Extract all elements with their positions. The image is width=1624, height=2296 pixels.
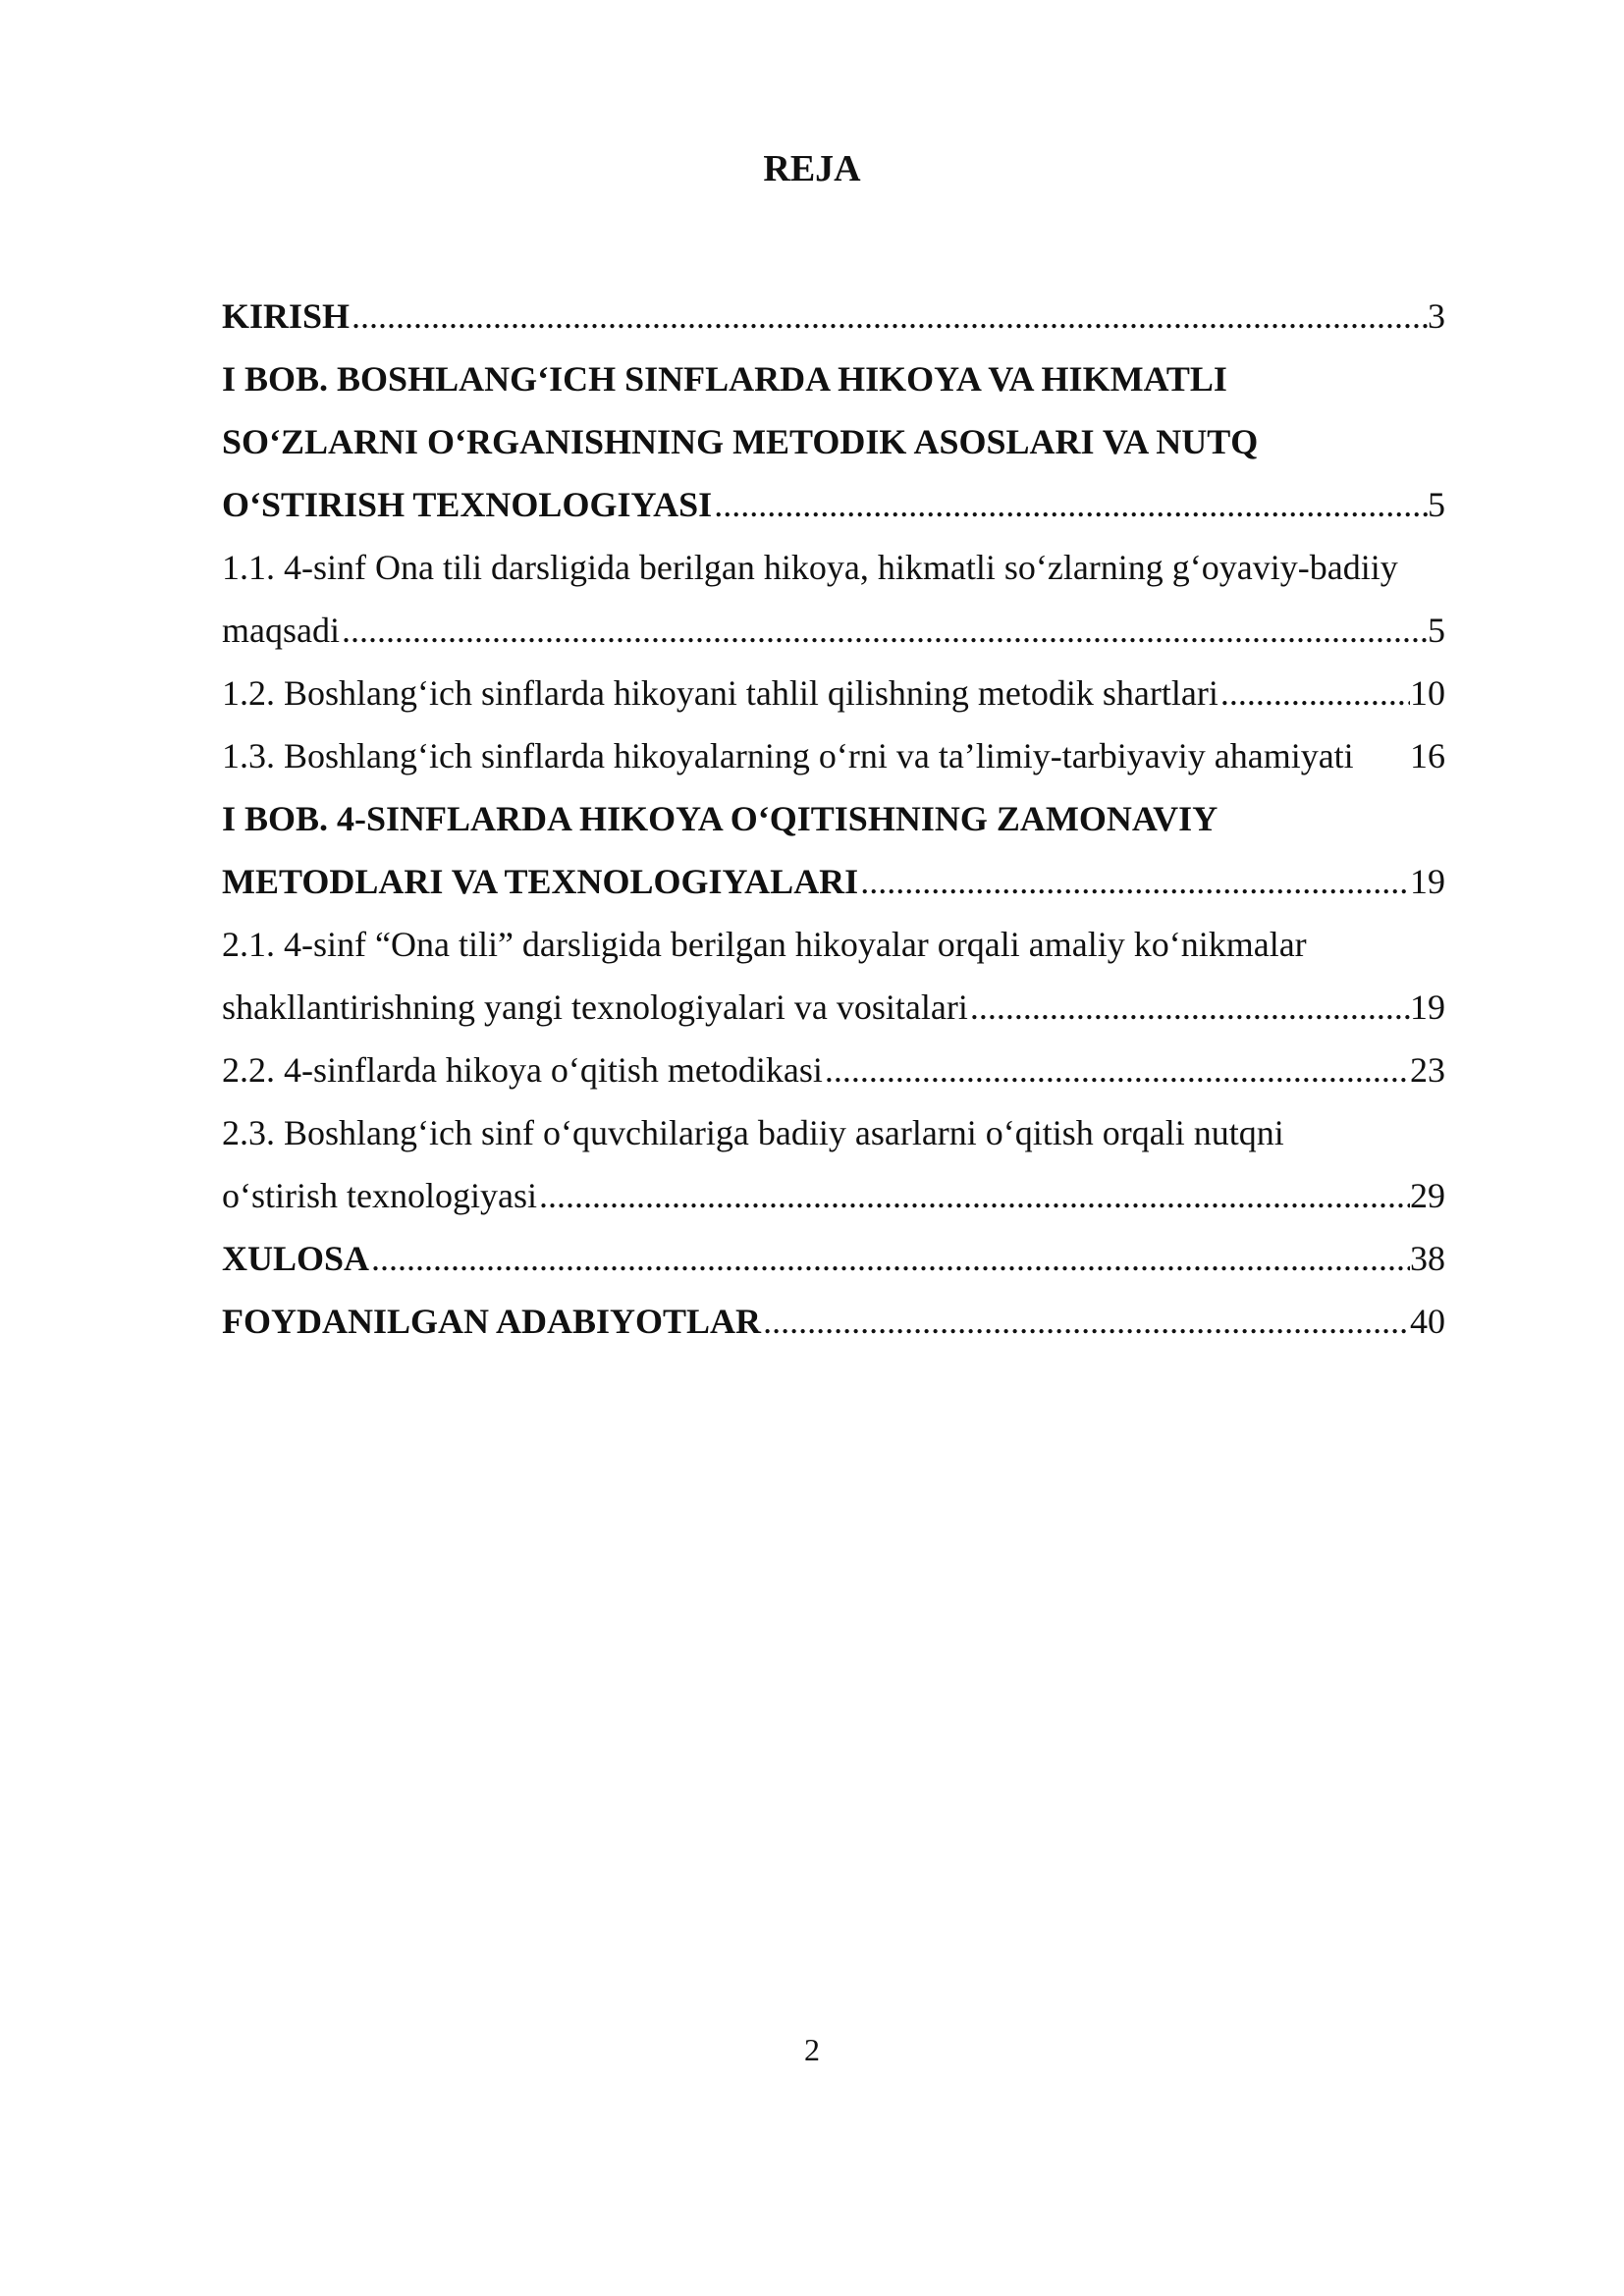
toc-entry: [222, 536, 1445, 662]
dot-leader: [537, 1164, 1410, 1227]
toc-entry-text: 1.3. Boshlang‘ich sinflarda hikoyalarning o‘rni va ta’limiy-tarbiyaviy ahamiyati: [222, 736, 1354, 775]
toc-entry-last-line: [222, 285, 1445, 347]
toc-page-number: 29: [1410, 1176, 1445, 1215]
toc-entry: [222, 1101, 1445, 1227]
toc-entry-text: SO‘ZLARNI O‘RGANISHNING METODIK ASOSLARI VA NUTQ: [222, 422, 1259, 461]
toc-entry-text: I BOB. BOSHLANG‘ICH SINFLARDA HIKOYA VA HIKMATLI: [222, 359, 1227, 399]
toc-entry-text: O‘STIRISH TEXNOLOGIYASI: [222, 485, 713, 524]
dot-leader: [1354, 724, 1410, 787]
toc-page-number: 10: [1410, 673, 1445, 713]
toc-entry-text: shakllantirishning yangi texnologiyalari va vositalari: [222, 988, 968, 1027]
table-of-contents: [222, 285, 1445, 1353]
dot-leader: [1218, 662, 1410, 724]
toc-entry-last-line: [222, 1164, 1445, 1227]
dot-leader: [350, 285, 1428, 347]
toc-entry: [222, 347, 1445, 536]
toc-entry-text: FOYDANILGAN ADABIYOTLAR: [222, 1302, 762, 1341]
toc-page-number: 40: [1410, 1302, 1445, 1341]
toc-page-number: 5: [1428, 611, 1445, 650]
page-number: 2: [804, 2032, 820, 2067]
dot-leader: [968, 976, 1410, 1039]
toc-entry: [222, 662, 1445, 724]
toc-page-number: 16: [1410, 736, 1445, 775]
toc-entry-last-line: [222, 850, 1445, 913]
toc-entry: [222, 1227, 1445, 1290]
toc-page-number: 3: [1428, 296, 1445, 336]
dot-leader: [858, 850, 1410, 913]
toc-entry-text: 2.2. 4-sinflarda hikoya o‘qitish metodikasi: [222, 1050, 823, 1090]
dot-leader: [823, 1039, 1410, 1101]
toc-entry-last-line: [222, 662, 1445, 724]
toc-entry-last-line: [222, 1039, 1445, 1101]
toc-entry-last-line: [222, 724, 1445, 787]
page-title: REJA: [763, 148, 861, 189]
dot-leader: [340, 599, 1428, 662]
toc-entry-last-line: [222, 473, 1445, 536]
toc-page-number: 19: [1410, 862, 1445, 901]
toc-entry-last-line: [222, 1227, 1445, 1290]
toc-entry-text: maqsadi: [222, 611, 340, 650]
toc-page-number: 23: [1410, 1050, 1445, 1090]
toc-entry-text: o‘stirish texnologiyasi: [222, 1176, 537, 1215]
toc-entry: [222, 787, 1445, 913]
toc-entry: [222, 285, 1445, 347]
toc-entry: [222, 1039, 1445, 1101]
dot-leader: [761, 1290, 1410, 1353]
toc-entry-last-line: [222, 599, 1445, 662]
toc-entry-last-line: [222, 976, 1445, 1039]
toc-entry-last-line: [222, 1290, 1445, 1353]
toc-entry: [222, 1290, 1445, 1353]
toc-page-number: 19: [1410, 988, 1445, 1027]
toc-entry-text: METODLARI VA TEXNOLOGIYALARI: [222, 862, 859, 901]
toc-entry-text: 1.1. 4-sinf Ona tili darsligida berilgan hikoya, hikmatli so‘zlarning g‘oyaviy-badiiy: [222, 548, 1398, 587]
toc-page-number: 5: [1428, 485, 1445, 524]
toc-entry-text: 2.1. 4-sinf “Ona tili” darsligida berilgan hikoyalar orqali amaliy ko‘nikmalar: [222, 925, 1307, 964]
toc-entry-text: KIRISH: [222, 296, 351, 336]
toc-entry-text: 2.3. Boshlang‘ich sinf o‘quvchilariga badiiy asarlarni o‘qitish orqali nutqni: [222, 1113, 1284, 1152]
toc-entry-text: XULOSA: [222, 1239, 370, 1278]
toc-entry-text: I BOB. 4-SINFLARDA HIKOYA O‘QITISHNING ZAMONAVIY: [222, 799, 1218, 838]
dot-leader: [369, 1227, 1410, 1290]
dot-leader: [712, 473, 1428, 536]
toc-entry: [222, 724, 1445, 787]
toc-page-number: 38: [1410, 1239, 1445, 1278]
toc-entry-text: 1.2. Boshlang‘ich sinflarda hikoyani tahlil qilishning metodik shartlari: [222, 673, 1218, 713]
toc-entry: [222, 913, 1445, 1039]
